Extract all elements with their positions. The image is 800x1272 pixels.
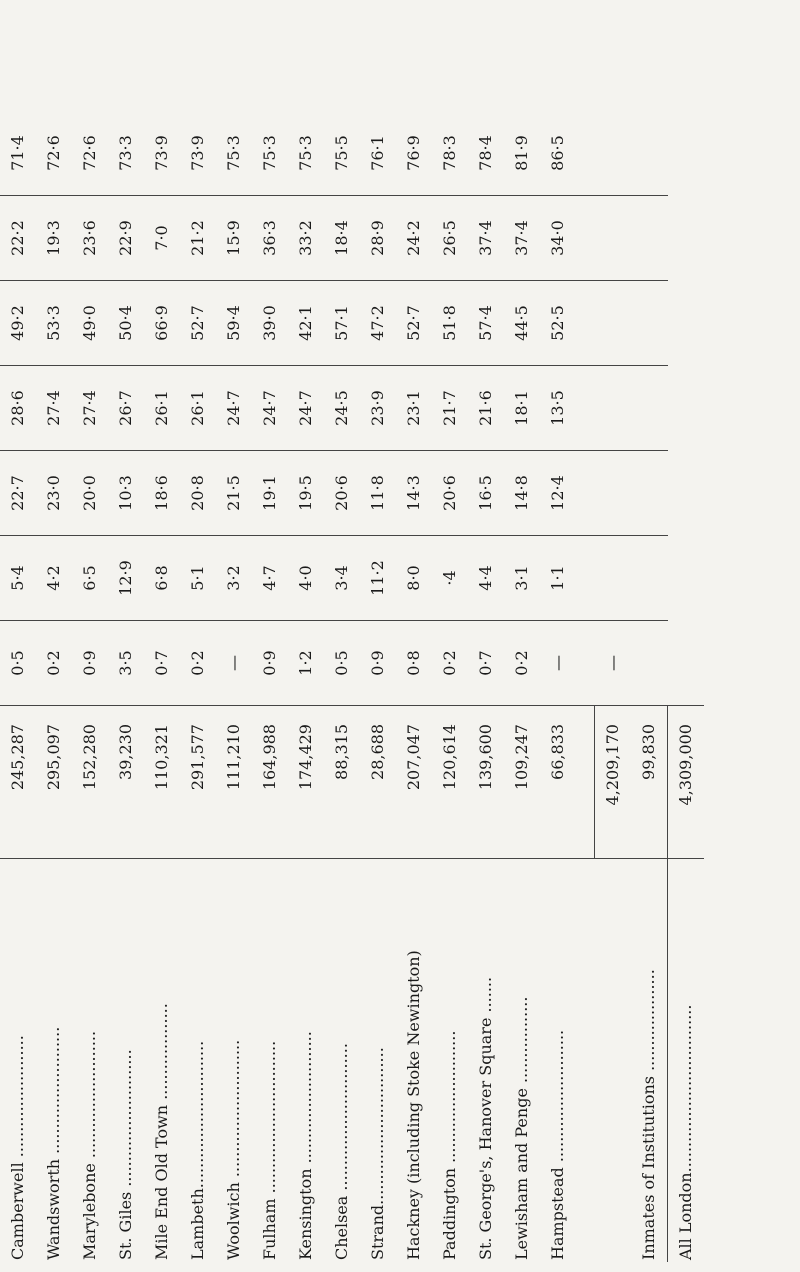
population: 88,315 — [324, 706, 360, 859]
institutions-row — [631, 111, 668, 1262]
col-1: 3·5 — [108, 621, 144, 706]
col-2: 3·2 — [216, 536, 252, 621]
population: 152,280 — [72, 706, 108, 859]
col-7: 78·4 — [476, 135, 495, 171]
population: 28,688 — [360, 706, 396, 859]
table-row — [288, 111, 324, 1262]
col-2: 6·8 — [144, 536, 180, 621]
col-1: 0·2 — [504, 621, 540, 706]
col-5: 51·8 — [432, 281, 468, 366]
col-3: 11·8 — [360, 451, 396, 536]
col-4: 26·1 — [144, 366, 180, 451]
table-row — [180, 111, 216, 1262]
col-5: 44·5 — [504, 281, 540, 366]
col-3: 18·6 — [144, 451, 180, 536]
table-row — [324, 111, 360, 1262]
institutions-population: 99,830 — [631, 706, 668, 859]
col-6: 15·9 — [216, 196, 252, 281]
district-name: Strand............................... — [360, 859, 396, 1263]
population: 66,833 — [540, 706, 576, 859]
population: 111,210 — [216, 706, 252, 859]
col-1: 0·5 — [324, 621, 360, 706]
col-1: — — [540, 621, 576, 706]
col-7: 78·3 — [440, 135, 459, 171]
col-5: 57·4 — [468, 281, 504, 366]
table-row — [396, 111, 432, 1262]
col-5: 49·2 — [0, 281, 36, 366]
table-row — [144, 111, 180, 1262]
col-4: 23·1 — [396, 366, 432, 451]
col-5: 52·5 — [540, 281, 576, 366]
population: 120,614 — [432, 706, 468, 859]
col-1: 0·2 — [432, 621, 468, 706]
col-6: 37·4 — [504, 196, 540, 281]
col-3: 20·0 — [72, 451, 108, 536]
col-5: 42·1 — [288, 281, 324, 366]
col-7: 75·3 — [296, 135, 315, 171]
col-7: 86·5 — [548, 135, 567, 171]
subtotal-population: 4,209,170 — [595, 706, 632, 859]
col-1: 0·8 — [396, 621, 432, 706]
col-4: 27·4 — [36, 366, 72, 451]
col-7: 73·3 — [116, 135, 135, 171]
col-4: 26·7 — [108, 366, 144, 451]
district-name: Camberwell ........................ — [0, 859, 36, 1263]
col-6: 19·3 — [36, 196, 72, 281]
col-5: 59·4 — [216, 281, 252, 366]
col-2: 5·1 — [180, 536, 216, 621]
col-6: 22·2 — [0, 196, 36, 281]
col-6: 33·2 — [288, 196, 324, 281]
population: 164,988 — [252, 706, 288, 859]
col-3: 19·5 — [288, 451, 324, 536]
col-5: 52·7 — [396, 281, 432, 366]
col-3: 14·3 — [396, 451, 432, 536]
district-name: St. Giles ........................... — [108, 859, 144, 1263]
col-7: 76·1 — [368, 135, 387, 171]
col-7: 75·3 — [260, 135, 279, 171]
col-4: 24·7 — [216, 366, 252, 451]
col-1: 0·5 — [0, 621, 36, 706]
all-london-row — [668, 111, 705, 1262]
col-5: 50·4 — [108, 281, 144, 366]
district-name: Chelsea ............................. — [324, 859, 360, 1263]
col-4: 18·1 — [504, 366, 540, 451]
col-2: 4·4 — [468, 536, 504, 621]
col-6: 7·0 — [144, 196, 180, 281]
col-5: 39·0 — [252, 281, 288, 366]
col-4: 23·9 — [360, 366, 396, 451]
table-row — [504, 111, 540, 1262]
population: 110,321 — [144, 706, 180, 859]
col-4: 13·5 — [540, 366, 576, 451]
table-body — [0, 111, 704, 1262]
district-name: Woolwich ........................... — [216, 859, 252, 1263]
district-name: Hampstead .......................... — [540, 859, 576, 1263]
col-3: 23·0 — [36, 451, 72, 536]
col-4: 28·6 — [0, 366, 36, 451]
population: 295,097 — [36, 706, 72, 859]
population: 174,429 — [288, 706, 324, 859]
col-2: 3·1 — [504, 536, 540, 621]
col-5: 49·0 — [72, 281, 108, 366]
district-name: St. George's, Hanover Square ....... — [468, 859, 504, 1263]
district-name: Lambeth............................. — [180, 859, 216, 1263]
population: 245,287 — [0, 706, 36, 859]
col-3: 21·5 — [216, 451, 252, 536]
col-6: 22·9 — [108, 196, 144, 281]
population: 109,247 — [504, 706, 540, 859]
table-row — [360, 111, 396, 1262]
col-3: 14·8 — [504, 451, 540, 536]
col-3: 10·3 — [108, 451, 144, 536]
district-name: Hackney (including Stoke Newington) — [396, 859, 432, 1263]
col-2: 4·7 — [252, 536, 288, 621]
col-7: 72·6 — [80, 135, 99, 171]
col-7: 75·5 — [332, 135, 351, 171]
col-6: 34·0 — [540, 196, 576, 281]
col-3: 20·8 — [180, 451, 216, 536]
table-row — [216, 111, 252, 1262]
table-row — [36, 111, 72, 1262]
col-4: 24·7 — [288, 366, 324, 451]
population: 39,230 — [108, 706, 144, 859]
col-6: 26·5 — [432, 196, 468, 281]
population: 291,577 — [180, 706, 216, 859]
col-5: 52·7 — [180, 281, 216, 366]
col-6: 36·3 — [252, 196, 288, 281]
dash: — — [595, 621, 632, 706]
district-name: Paddington .......................... — [432, 859, 468, 1263]
table-row — [468, 111, 504, 1262]
col-7: 81·9 — [512, 135, 531, 171]
col-2: ·4 — [432, 536, 468, 621]
col-2: 8·0 — [396, 536, 432, 621]
table-row — [432, 111, 468, 1262]
col-2: 11·2 — [360, 536, 396, 621]
col-2: 1·1 — [540, 536, 576, 621]
table-row — [0, 111, 36, 1262]
col-3: 20·6 — [432, 451, 468, 536]
col-5: 53·3 — [36, 281, 72, 366]
col-7: 75·3 — [224, 135, 243, 171]
district-name: Wandsworth ......................... — [36, 859, 72, 1263]
col-4: 21·6 — [468, 366, 504, 451]
col-2: 3·4 — [324, 536, 360, 621]
col-3: 22·7 — [0, 451, 36, 536]
subtotal-row — [595, 111, 632, 1262]
col-6: 18·4 — [324, 196, 360, 281]
col-1: 0·7 — [468, 621, 504, 706]
col-4: 24·5 — [324, 366, 360, 451]
col-2: 4·2 — [36, 536, 72, 621]
col-1: 0·9 — [360, 621, 396, 706]
table-row — [252, 111, 288, 1262]
district-name: Lewisham and Penge ................. — [504, 859, 540, 1263]
col-7: 72·6 — [44, 135, 63, 171]
col-5: 57·1 — [324, 281, 360, 366]
col-7: 71·4 — [8, 135, 27, 171]
col-6: 21·2 — [180, 196, 216, 281]
col-1: 1·2 — [288, 621, 324, 706]
district-name: Mile End Old Town ................... — [144, 859, 180, 1263]
col-5: 47·2 — [360, 281, 396, 366]
population: 139,600 — [468, 706, 504, 859]
col-2: 12·9 — [108, 536, 144, 621]
col-1: 0·9 — [252, 621, 288, 706]
col-7: 76·9 — [404, 135, 423, 171]
col-6: 28·9 — [360, 196, 396, 281]
all-london-label: All London................................. — [668, 859, 705, 1263]
col-4: 27·4 — [72, 366, 108, 451]
col-1: 0·9 — [72, 621, 108, 706]
col-3: 12·4 — [540, 451, 576, 536]
district-name: Fulham .............................. — [252, 859, 288, 1263]
institutions-label: Inmates of Institutions .................... — [631, 859, 668, 1263]
col-6: 23·6 — [72, 196, 108, 281]
london-poverty-table — [0, 111, 704, 1262]
col-4: 24·7 — [252, 366, 288, 451]
table-row — [72, 111, 108, 1262]
col-5: 66·9 — [144, 281, 180, 366]
table-row — [540, 111, 576, 1262]
all-london-population: 4,309,000 — [668, 706, 705, 859]
col-3: 16·5 — [468, 451, 504, 536]
col-2: 5·4 — [0, 536, 36, 621]
col-4: 21·7 — [432, 366, 468, 451]
col-1: 0·2 — [180, 621, 216, 706]
col-3: 19·1 — [252, 451, 288, 536]
col-1: 0·7 — [144, 621, 180, 706]
district-name: Marylebone ......................... — [72, 859, 108, 1263]
col-3: 20·6 — [324, 451, 360, 536]
spacer-row — [576, 111, 595, 1262]
col-6: 24·2 — [396, 196, 432, 281]
col-7: 73·9 — [188, 135, 207, 171]
col-2: 6·5 — [72, 536, 108, 621]
col-1: — — [216, 621, 252, 706]
population: 207,047 — [396, 706, 432, 859]
table-row — [108, 111, 144, 1262]
col-6: 37·4 — [468, 196, 504, 281]
district-name: Kensington .......................... — [288, 859, 324, 1263]
col-4: 26·1 — [180, 366, 216, 451]
col-2: 4·0 — [288, 536, 324, 621]
col-7: 73·9 — [152, 135, 171, 171]
col-1: 0·2 — [36, 621, 72, 706]
